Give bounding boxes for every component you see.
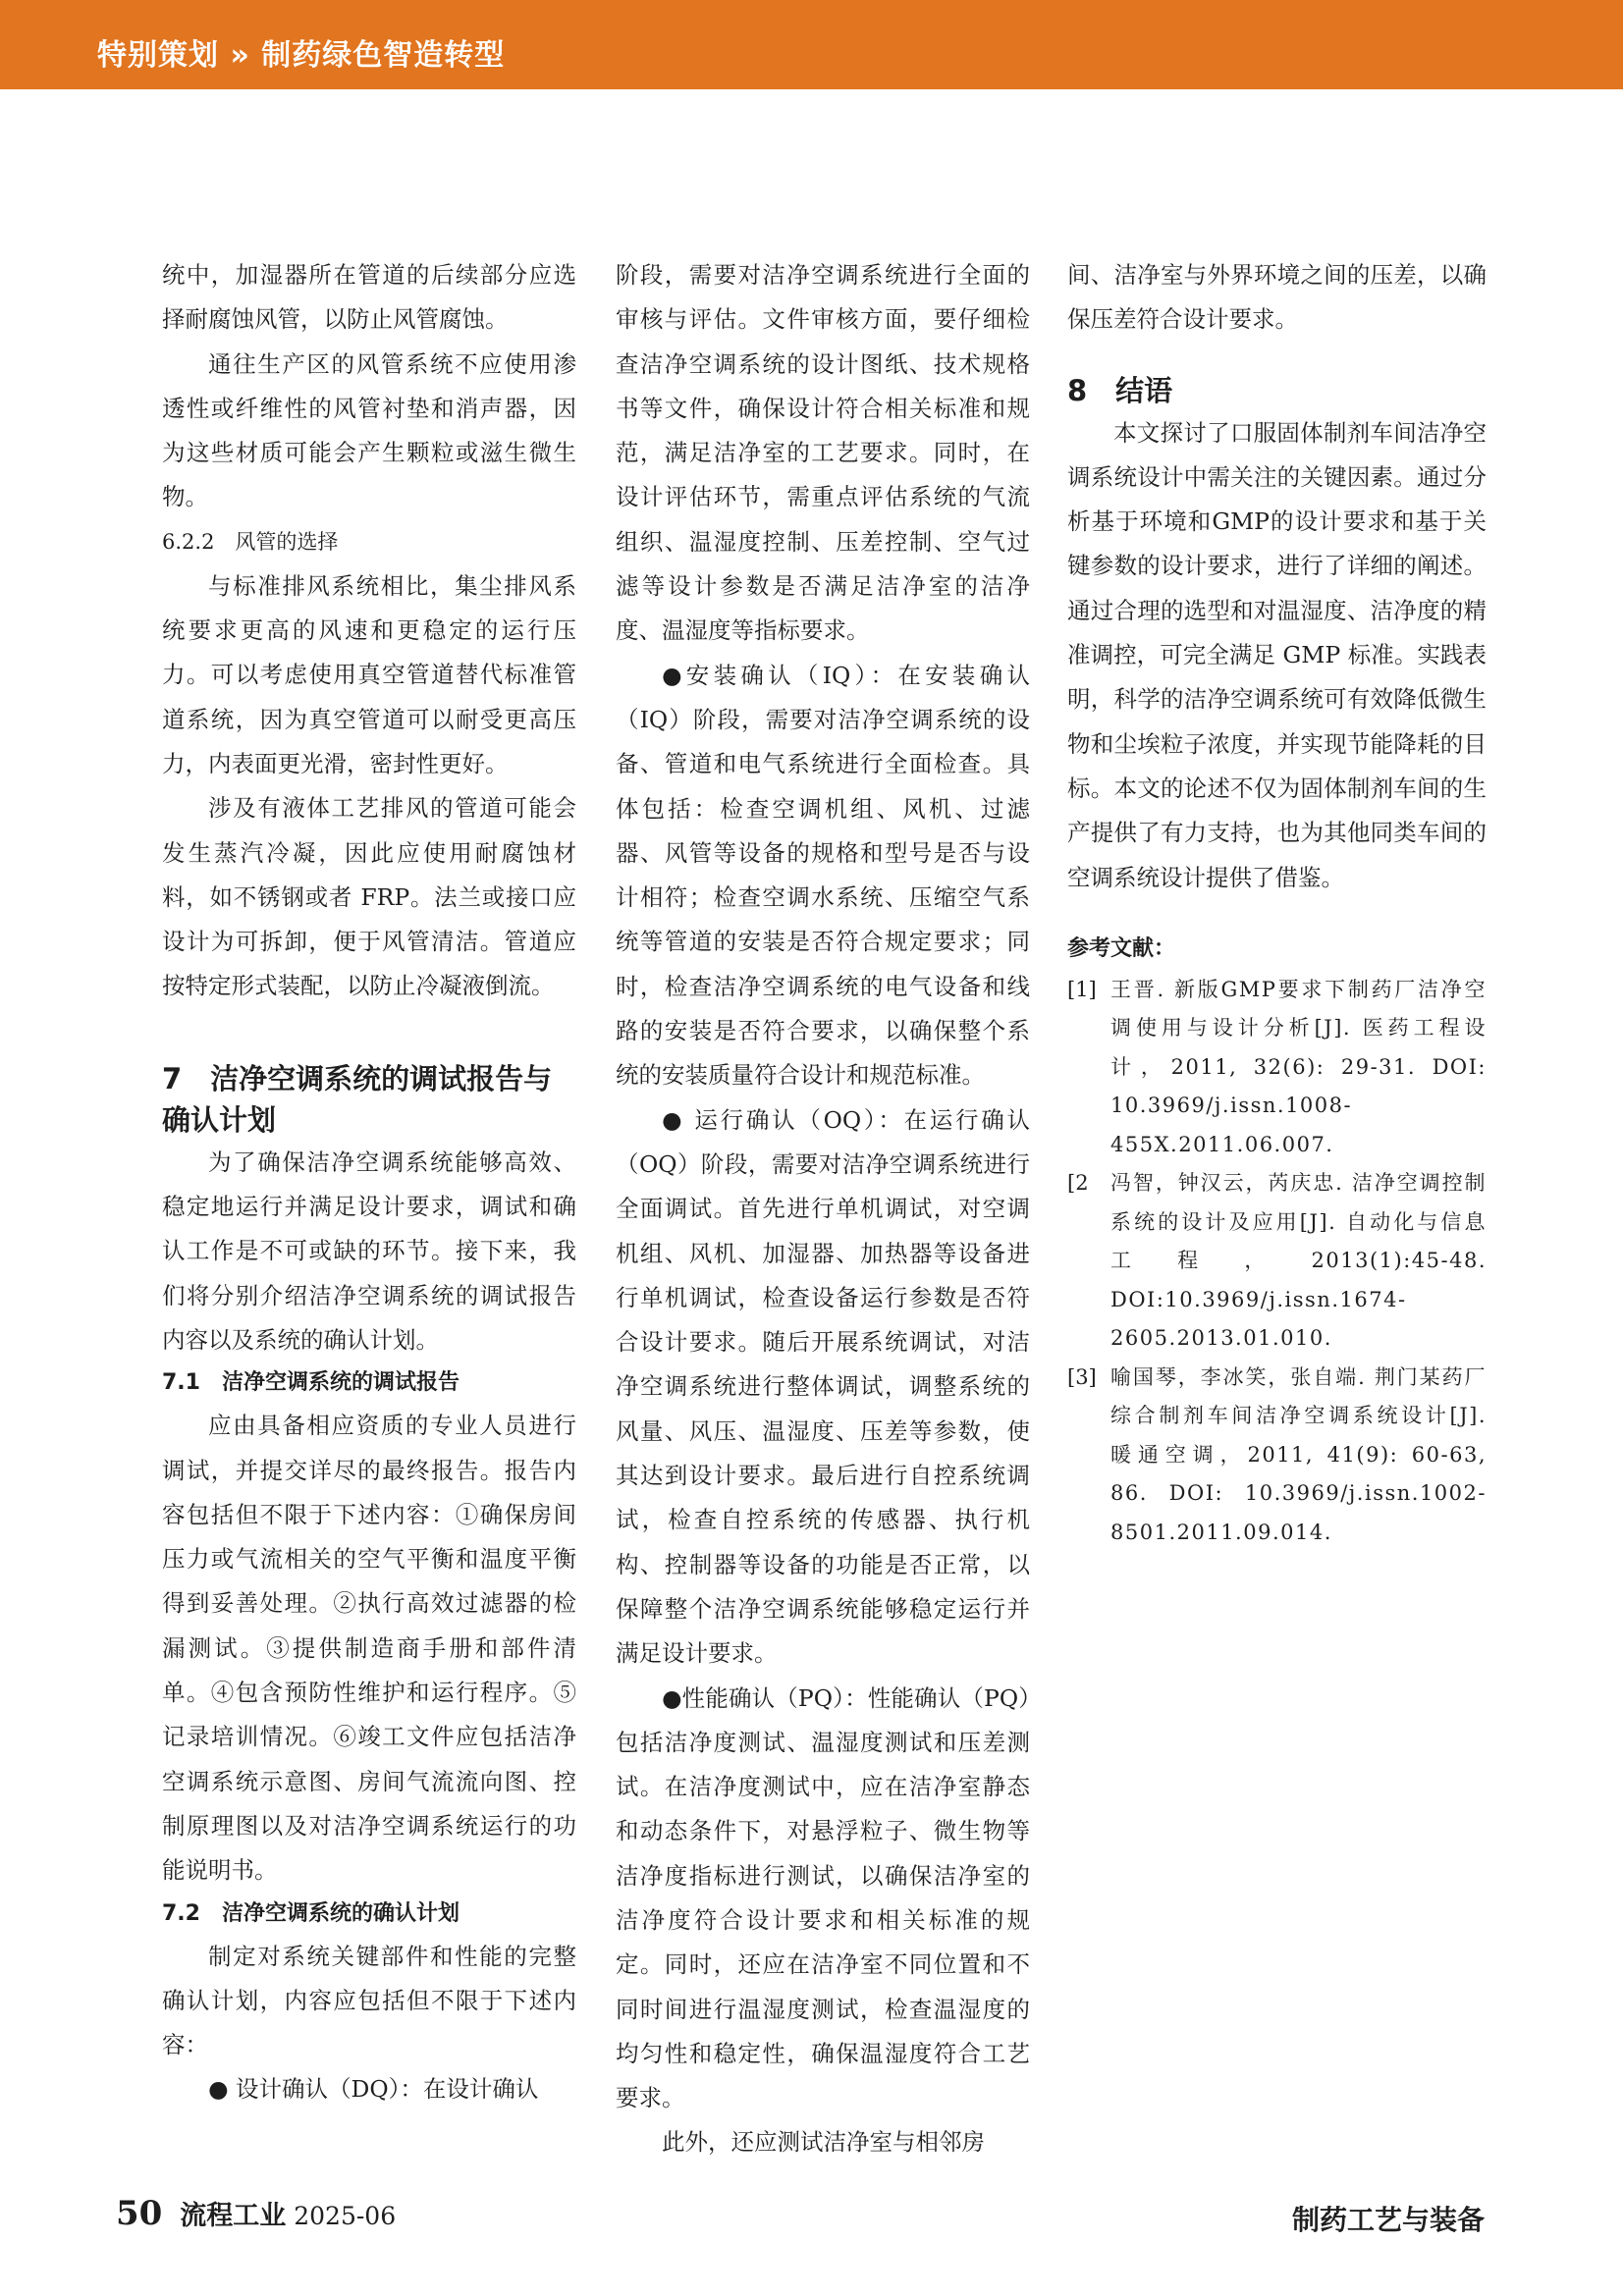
footer-section-name: 制药工艺与装备	[1291, 2204, 1485, 2236]
paragraph: 涉及有液体工艺排风的管道可能会发生蒸汽冷凝，因此应使用耐腐蚀材料，如不锈钢或者 FRP。法兰或接口应设计为可拆卸，便于风管清洁。管道应按特定形式装配，以防止冷凝液倒流。	[162, 794, 576, 1000]
paragraph: 统中，加湿器所在管道的后续部分应选择耐腐蚀风管，以防止风管腐蚀。	[162, 261, 576, 334]
paragraph: 间、洁净室与外界环境之间的压差，以确保压差符合设计要求。	[1067, 261, 1487, 334]
header-bar	[0, 0, 1623, 89]
reference-number: [3]	[1067, 1364, 1097, 1389]
column-3	[1067, 253, 1487, 1552]
section-heading-7-line1: 7 洁净空调系统的调试报告与	[162, 1061, 553, 1095]
paragraph-dq: ● 设计确认（DQ）：在设计确认	[208, 2075, 539, 2104]
column-2	[616, 253, 1030, 2165]
paragraph: 应由具备相应资质的专业人员进行调试，并提交详尽的最终报告。报告内容包括但不限于下述内容：①确保房间压力或气流相关的空气平衡和温度平衡得到妥善处理。②执行高效过滤器的检漏测试。③提供制造商手册和部件清单。④包含预防性维护和运行程序。⑤记录培训情况。⑥竣工文件应包括洁净空调系统示意图、房间气流流向图、控制原理图以及对洁净空调系统运行的功能说明书。	[162, 1412, 576, 1885]
reference-text: 王晋. 新版GMP要求下制药厂洁净空调使用与设计分析[J]. 医药工程设计，2011, 32(6): 29-31. DOI: 10.3969/j.issn.1008-455X.2011.06.007.	[1110, 977, 1487, 1156]
reference-item	[1067, 1359, 1487, 1553]
reference-text: 喻国琴，李冰笑，张自端. 荆门某药厂综合制剂车间洁净空调系统设计[J]. 暖通空调，2011, 41(9): 60-63, 86. DOI: 10.3969/j.issn.1002-8501.2011.09.014.	[1110, 1364, 1487, 1544]
column-1	[162, 253, 576, 2112]
reference-text: 冯智，钟汉云，芮庆忠. 洁净空调控制系统的设计及应用[J]. 自动化与信息工程，2013(1):45-48. DOI:10.3969/j.issn.1674-2605.2013.01.010.	[1110, 1171, 1487, 1351]
paragraph: 此外，还应测试洁净室与相邻房	[662, 2128, 985, 2157]
header-title: 特别策划 » 制药绿色智造转型	[97, 38, 506, 73]
reference-item	[1067, 971, 1487, 1165]
paragraph: 通往生产区的风管系统不应使用渗透性或纤维性的风管衬垫和消声器，因为这些材质可能会产生颗粒或滋生微生物。	[162, 349, 576, 511]
paragraph: 阶段，需要对洁净空调系统进行全面的审核与评估。文件审核方面，要仔细检查洁净空调系统的设计图纸、技术规格书等文件，确保设计符合相关标准和规范，满足洁净室的工艺要求。同时，在设计评估环节，需重点评估系统的气流组织、温湿度控制、压差控制、空气过滤等设计参数是否满足洁净室的洁净度、温湿度等指标要求。	[616, 261, 1030, 645]
references-title: 参考文献：	[1067, 935, 1176, 961]
subsection-heading-6-2-2: 6.2.2 风管的选择	[162, 529, 339, 554]
section-heading-7-2: 7.2 洁净空调系统的确认计划	[162, 1900, 460, 1926]
page-number: 50	[116, 2194, 163, 2233]
section-heading-7-line2: 确认计划	[162, 1102, 277, 1137]
footer-left	[116, 2194, 396, 2233]
paragraph: 为了确保洁净空调系统能够高效、稳定地运行并满足设计要求，调试和确认工作是不可或缺的环节。接下来，我们将分别介绍洁净空调系统的调试报告内容以及系统的确认计划。	[162, 1148, 576, 1354]
journal-name: 流程工业	[180, 2201, 287, 2231]
section-heading-8: 8 结语	[1067, 373, 1173, 407]
paragraph: 制定对系统关键部件和性能的完整确认计划，内容应包括但不限于下述内容：	[162, 1942, 576, 2059]
paragraph: 本文探讨了口服固体制剂车间洁净空调系统设计中需关注的关键因素。通过分析基于环境和GMP的设计要求和基于关键参数的设计要求，进行了详细的阐述。通过合理的选型和对温湿度、洁净度的精准调控，可完全满足 GMP 标准。实践表明，科学的洁净空调系统可有效降低微生物和尘埃粒子浓度，并实现节能降耗的目标。本文的论述不仅为固体制剂车间的生产提供了有力支持，也为其他同类车间的空调系统设计提供了借鉴。	[1067, 418, 1487, 891]
paragraph-pq: ●性能确认（PQ）：性能确认（PQ）包括洁净度测试、温湿度测试和压差测试。在洁净度测试中，应在洁净室静态和动态条件下，对悬浮粒子、微生物等洁净度指标进行测试，以确保洁净室的洁净度符合设计要求和相关标准的规定。同时，还应在洁净室不同位置和不同时间进行温湿度测试，检查温湿度的均匀性和稳定性，确保温湿度符合工艺要求。	[616, 1683, 1030, 2112]
paragraph: 与标准排风系统相比，集尘排风系统要求更高的风速和更稳定的运行压力。可以考虑使用真空管道替代标准管道系统，因为真空管道可以耐受更高压力，内表面更光滑，密封性更好。	[162, 571, 576, 777]
section-heading-7-1: 7.1 洁净空调系统的调试报告	[162, 1370, 460, 1396]
paragraph-oq: ● 运行确认（OQ）：在运行确认（OQ）阶段，需要对洁净空调系统进行全面调试。首先进行单机调试，对空调机组、风机、加湿器、加热器等设备进行单机调试，检查设备运行参数是否符合设计要求。随后开展系统调试，对洁净空调系统进行整体调试，调整系统的风量、风压、温湿度、压差等参数，使其达到设计要求。最后进行自控系统调试，检查自控系统的传感器、执行机构、控制器等设备的功能是否正常，以保障整个洁净空调系统能够稳定运行并满足设计要求。	[616, 1105, 1030, 1668]
reference-item	[1067, 1164, 1487, 1359]
reference-number: [2	[1067, 1171, 1089, 1196]
section-heading-7	[162, 1058, 576, 1141]
paragraph-iq: ●安装确认（IQ）：在安装确认（IQ）阶段，需要对洁净空调系统的设备、管道和电气系统进行全面检查。具体包括：检查空调机组、风机、过滤器、风管等设备的规格和型号是否与设计相符；检查空调水系统、压缩空气系统等管道的安装是否符合规定要求；同时，检查洁净空调系统的电气设备和线路的安装是否符合要求，以确保整个系统的安装质量符合设计和规范标准。	[616, 661, 1030, 1090]
issue-date: 2025-06	[294, 2202, 397, 2230]
reference-number: [1]	[1067, 977, 1097, 1001]
